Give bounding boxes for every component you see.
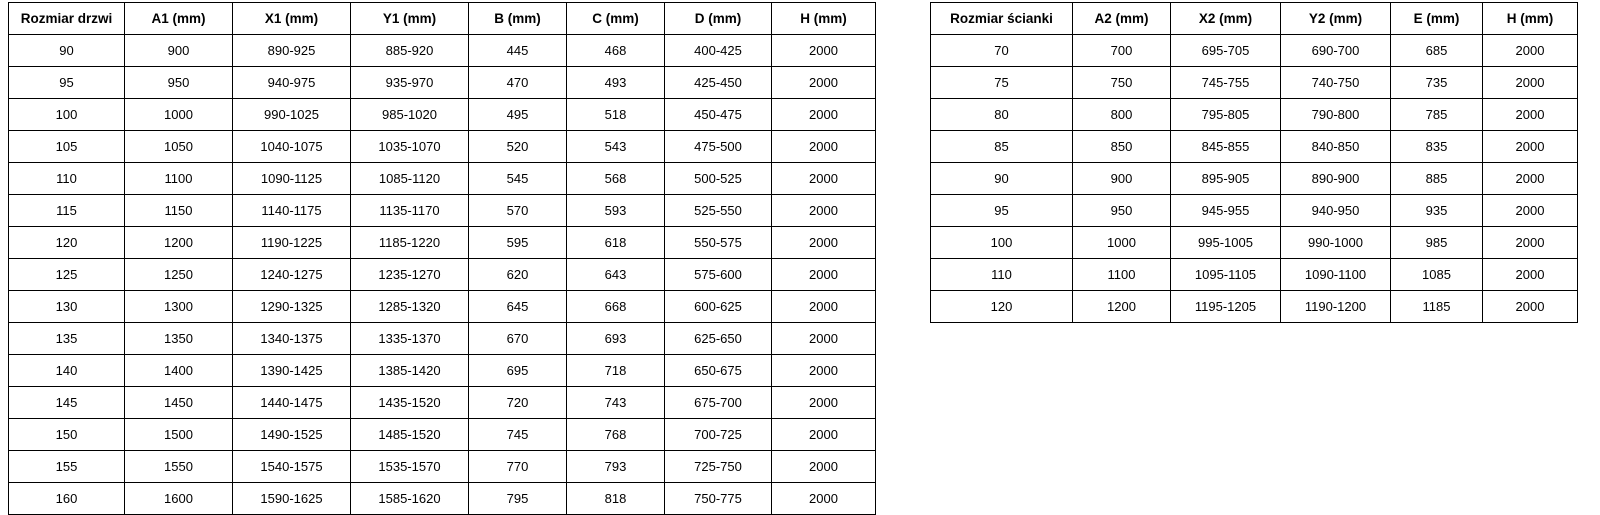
doors-dimensions-table [8,2,876,515]
doors-table-cell: 110 [9,163,125,195]
walls-table-cell: 2000 [1483,227,1578,259]
doors-table-cell: 768 [567,419,665,451]
doors-table-cell: 593 [567,195,665,227]
doors-table-cell: 543 [567,131,665,163]
walls-table-cell: 85 [931,131,1073,163]
doors-table-column-header: A1 (mm) [125,3,233,35]
doors-table-cell: 718 [567,355,665,387]
walls-table-cell: 845-855 [1171,131,1281,163]
doors-table-cell: 518 [567,99,665,131]
doors-table-cell: 2000 [772,291,876,323]
doors-table-cell: 1400 [125,355,233,387]
doors-table-cell: 125 [9,259,125,291]
doors-table-container [8,2,876,515]
table-row [931,259,1578,291]
walls-table-cell: 2000 [1483,131,1578,163]
walls-table-cell: 120 [931,291,1073,323]
doors-table-column-header: Y1 (mm) [351,3,469,35]
walls-table-cell: 1090-1100 [1281,259,1391,291]
doors-table-cell: 700-725 [665,419,772,451]
doors-table-cell: 550-575 [665,227,772,259]
table-header-row [9,3,876,35]
doors-table-cell: 595 [469,227,567,259]
doors-table-cell: 145 [9,387,125,419]
table-row [931,227,1578,259]
doors-table-cell: 2000 [772,451,876,483]
doors-table-cell: 575-600 [665,259,772,291]
doors-table-cell: 643 [567,259,665,291]
table-row [9,387,876,419]
doors-table-cell: 468 [567,35,665,67]
doors-table-cell: 990-1025 [233,99,351,131]
doors-table-cell: 2000 [772,483,876,515]
doors-table-cell: 935-970 [351,67,469,99]
walls-table-cell: 745-755 [1171,67,1281,99]
doors-table-cell: 1535-1570 [351,451,469,483]
doors-table-cell: 1500 [125,419,233,451]
doors-table-column-header: D (mm) [665,3,772,35]
walls-table-cell: 2000 [1483,99,1578,131]
doors-table-cell: 618 [567,227,665,259]
walls-table-cell: 2000 [1483,195,1578,227]
walls-table-cell: 110 [931,259,1073,291]
walls-table-cell: 890-900 [1281,163,1391,195]
table-row [931,195,1578,227]
walls-table-cell: 70 [931,35,1073,67]
table-row [931,67,1578,99]
table-row [9,131,876,163]
walls-table-column-header: H (mm) [1483,3,1578,35]
doors-table-cell: 1390-1425 [233,355,351,387]
walls-table-cell: 950 [1073,195,1171,227]
doors-table-cell: 793 [567,451,665,483]
table-row [9,195,876,227]
doors-table-cell: 1435-1520 [351,387,469,419]
table-row [9,99,876,131]
doors-table-cell: 743 [567,387,665,419]
doors-table-cell: 625-650 [665,323,772,355]
doors-table-cell: 620 [469,259,567,291]
doors-table-cell: 1600 [125,483,233,515]
doors-table-column-header: B (mm) [469,3,567,35]
doors-table-cell: 1190-1225 [233,227,351,259]
doors-table-cell: 1235-1270 [351,259,469,291]
walls-table-cell: 995-1005 [1171,227,1281,259]
doors-table-cell: 1000 [125,99,233,131]
walls-table-cell: 750 [1073,67,1171,99]
doors-table-cell: 90 [9,35,125,67]
doors-table-cell: 818 [567,483,665,515]
doors-table-cell: 950 [125,67,233,99]
doors-table-cell: 1135-1170 [351,195,469,227]
doors-table-cell: 600-625 [665,291,772,323]
doors-table-cell: 668 [567,291,665,323]
table-row [9,35,876,67]
doors-table-cell: 1290-1325 [233,291,351,323]
table-row [9,67,876,99]
walls-table-cell: 800 [1073,99,1171,131]
doors-table-cell: 135 [9,323,125,355]
walls-table-cell: 895-905 [1171,163,1281,195]
doors-table-cell: 1300 [125,291,233,323]
walls-table-cell: 2000 [1483,35,1578,67]
doors-table-cell: 2000 [772,67,876,99]
doors-table-cell: 1590-1625 [233,483,351,515]
walls-table-cell: 700 [1073,35,1171,67]
doors-table-cell: 693 [567,323,665,355]
doors-table-cell: 2000 [772,195,876,227]
walls-table-cell: 90 [931,163,1073,195]
walls-table-column-header: Rozmiar ścianki [931,3,1073,35]
doors-table-cell: 2000 [772,355,876,387]
doors-table-cell: 670 [469,323,567,355]
walls-table-cell: 990-1000 [1281,227,1391,259]
doors-table-cell: 2000 [772,163,876,195]
doors-table-cell: 985-1020 [351,99,469,131]
walls-dimensions-table [930,2,1578,323]
walls-table-cell: 685 [1391,35,1483,67]
doors-table-cell: 160 [9,483,125,515]
doors-table-cell: 2000 [772,259,876,291]
table-row [9,163,876,195]
walls-table-cell: 695-705 [1171,35,1281,67]
doors-table-cell: 1340-1375 [233,323,351,355]
doors-table-cell: 140 [9,355,125,387]
walls-table-column-header: A2 (mm) [1073,3,1171,35]
doors-table-cell: 1540-1575 [233,451,351,483]
doors-table-column-header: X1 (mm) [233,3,351,35]
doors-table-cell: 940-975 [233,67,351,99]
doors-table-cell: 645 [469,291,567,323]
doors-table-cell: 495 [469,99,567,131]
walls-table-column-header: E (mm) [1391,3,1483,35]
doors-table-cell: 725-750 [665,451,772,483]
walls-table-cell: 740-750 [1281,67,1391,99]
table-row [9,259,876,291]
table-row [931,291,1578,323]
walls-table-cell: 985 [1391,227,1483,259]
walls-table-cell: 795-805 [1171,99,1281,131]
doors-table-cell: 720 [469,387,567,419]
walls-table-cell: 690-700 [1281,35,1391,67]
doors-table-cell: 2000 [772,99,876,131]
walls-table-cell: 1100 [1073,259,1171,291]
table-row [931,35,1578,67]
doors-table-header [9,3,876,35]
table-row [931,131,1578,163]
walls-table-cell: 1185 [1391,291,1483,323]
doors-table-cell: 1085-1120 [351,163,469,195]
table-row [931,163,1578,195]
table-row [9,451,876,483]
walls-table-cell: 785 [1391,99,1483,131]
doors-table-cell: 493 [567,67,665,99]
doors-table-cell: 525-550 [665,195,772,227]
walls-table-cell: 100 [931,227,1073,259]
doors-table-cell: 1450 [125,387,233,419]
table-row [931,99,1578,131]
doors-table-cell: 95 [9,67,125,99]
doors-table-cell: 1100 [125,163,233,195]
table-row [9,291,876,323]
doors-table-body [9,35,876,515]
doors-table-cell: 2000 [772,227,876,259]
walls-table-cell: 2000 [1483,163,1578,195]
walls-table-cell: 885 [1391,163,1483,195]
doors-table-cell: 2000 [772,323,876,355]
walls-table-cell: 850 [1073,131,1171,163]
doors-table-cell: 1385-1420 [351,355,469,387]
doors-table-cell: 900 [125,35,233,67]
doors-table-cell: 425-450 [665,67,772,99]
walls-table-cell: 1190-1200 [1281,291,1391,323]
doors-table-cell: 100 [9,99,125,131]
doors-table-cell: 2000 [772,131,876,163]
table-row [9,419,876,451]
doors-table-cell: 695 [469,355,567,387]
doors-table-cell: 770 [469,451,567,483]
walls-table-cell: 80 [931,99,1073,131]
walls-table-cell: 95 [931,195,1073,227]
doors-table-cell: 545 [469,163,567,195]
doors-table-cell: 155 [9,451,125,483]
table-row [9,355,876,387]
doors-table-cell: 475-500 [665,131,772,163]
walls-table-cell: 75 [931,67,1073,99]
table-row [9,227,876,259]
doors-table-cell: 1050 [125,131,233,163]
doors-table-cell: 450-475 [665,99,772,131]
doors-table-cell: 1285-1320 [351,291,469,323]
table-row [9,323,876,355]
doors-table-cell: 445 [469,35,567,67]
doors-table-cell: 1090-1125 [233,163,351,195]
walls-table-cell: 1085 [1391,259,1483,291]
walls-table-cell: 790-800 [1281,99,1391,131]
doors-table-column-header: Rozmiar drzwi [9,3,125,35]
walls-table-cell: 1000 [1073,227,1171,259]
walls-table-cell: 2000 [1483,291,1578,323]
doors-table-cell: 130 [9,291,125,323]
walls-table-body [931,35,1578,323]
doors-table-cell: 2000 [772,35,876,67]
walls-table-column-header: Y2 (mm) [1281,3,1391,35]
walls-table-cell: 2000 [1483,259,1578,291]
walls-table-container [930,2,1578,323]
doors-table-column-header: H (mm) [772,3,876,35]
doors-table-cell: 520 [469,131,567,163]
table-row [9,483,876,515]
doors-table-cell: 1185-1220 [351,227,469,259]
table-header-row [931,3,1578,35]
doors-table-cell: 150 [9,419,125,451]
walls-table-cell: 900 [1073,163,1171,195]
walls-table-cell: 840-850 [1281,131,1391,163]
doors-table-cell: 1035-1070 [351,131,469,163]
walls-table-cell: 735 [1391,67,1483,99]
doors-table-cell: 1585-1620 [351,483,469,515]
doors-table-cell: 1200 [125,227,233,259]
doors-table-cell: 1550 [125,451,233,483]
doors-table-cell: 1140-1175 [233,195,351,227]
doors-table-cell: 400-425 [665,35,772,67]
doors-table-cell: 1485-1520 [351,419,469,451]
walls-table-column-header: X2 (mm) [1171,3,1281,35]
walls-table-cell: 835 [1391,131,1483,163]
doors-table-cell: 470 [469,67,567,99]
doors-table-cell: 1240-1275 [233,259,351,291]
doors-table-cell: 570 [469,195,567,227]
doors-table-cell: 675-700 [665,387,772,419]
walls-table-cell: 1195-1205 [1171,291,1281,323]
doors-table-cell: 750-775 [665,483,772,515]
doors-table-cell: 650-675 [665,355,772,387]
doors-table-cell: 745 [469,419,567,451]
doors-table-cell: 120 [9,227,125,259]
doors-table-cell: 2000 [772,419,876,451]
doors-table-column-header: C (mm) [567,3,665,35]
walls-table-cell: 1095-1105 [1171,259,1281,291]
doors-table-cell: 1250 [125,259,233,291]
walls-table-cell: 2000 [1483,67,1578,99]
doors-table-cell: 1150 [125,195,233,227]
doors-table-cell: 885-920 [351,35,469,67]
doors-table-cell: 105 [9,131,125,163]
doors-table-cell: 2000 [772,387,876,419]
doors-table-cell: 1335-1370 [351,323,469,355]
doors-table-cell: 890-925 [233,35,351,67]
doors-table-cell: 795 [469,483,567,515]
doors-table-cell: 1040-1075 [233,131,351,163]
doors-table-cell: 500-525 [665,163,772,195]
doors-table-cell: 1440-1475 [233,387,351,419]
walls-table-cell: 940-950 [1281,195,1391,227]
walls-table-cell: 935 [1391,195,1483,227]
walls-table-cell: 945-955 [1171,195,1281,227]
doors-table-cell: 1350 [125,323,233,355]
doors-table-cell: 1490-1525 [233,419,351,451]
walls-table-cell: 1200 [1073,291,1171,323]
doors-table-cell: 568 [567,163,665,195]
doors-table-cell: 115 [9,195,125,227]
walls-table-header [931,3,1578,35]
